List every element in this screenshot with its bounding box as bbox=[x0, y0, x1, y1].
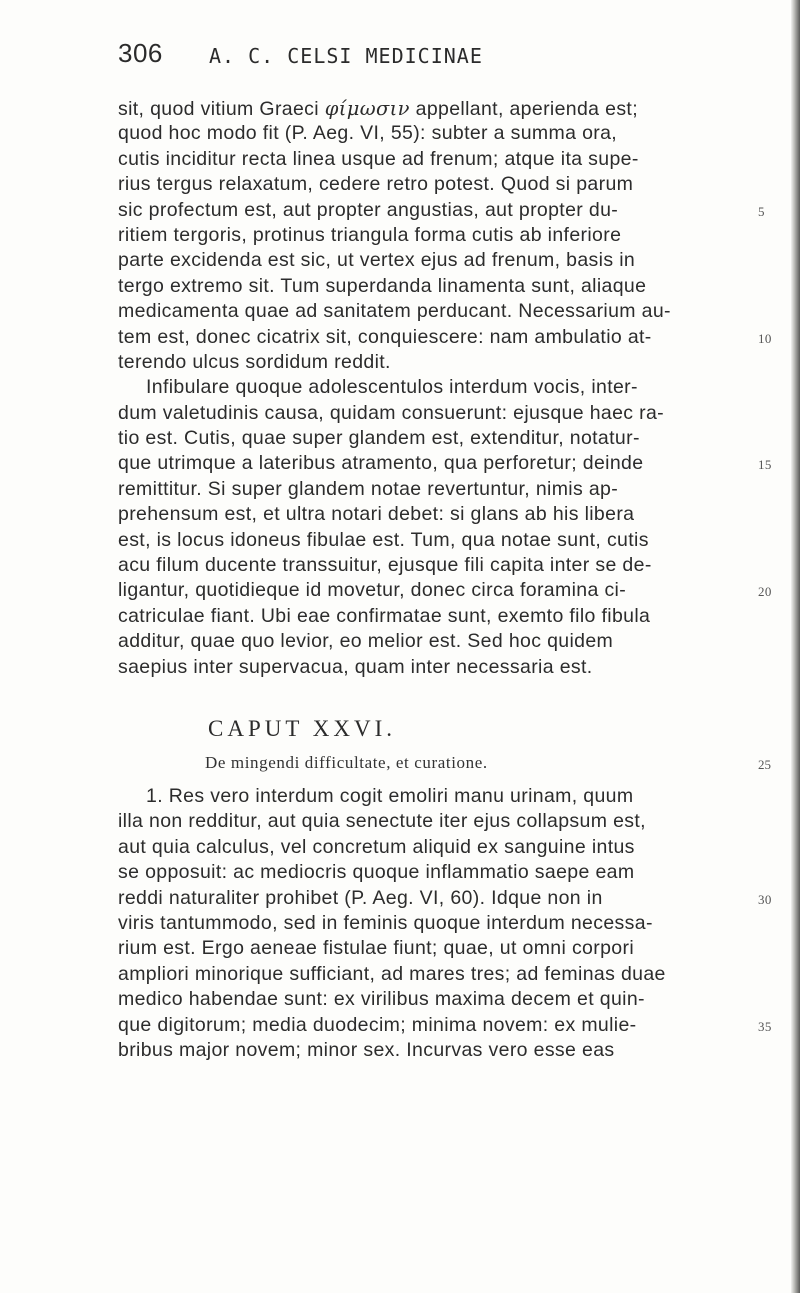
line-number: 30 bbox=[758, 891, 772, 907]
text-line bbox=[118, 987, 768, 1012]
text-line bbox=[118, 248, 768, 273]
greek-word: φίμωσιν bbox=[324, 97, 410, 120]
line-text: ampliori minorique sufficiant, ad mares tres; ad feminas duae bbox=[118, 962, 666, 985]
text-line bbox=[118, 274, 768, 299]
text-line bbox=[118, 121, 768, 146]
line-text: terendo ulcus sordidum reddit. bbox=[118, 350, 391, 373]
line-text: prehensum est, et ultra notari debet: si glans ab his libera bbox=[118, 503, 635, 526]
line-text: tio est. Cutis, quae super glandem est, extenditur, notatur- bbox=[118, 427, 640, 450]
text-line bbox=[118, 553, 768, 578]
line-text: Infibulare quoque adolescentulos interdum vocis, inter- bbox=[146, 376, 638, 399]
page-edge-shadow bbox=[791, 0, 800, 1293]
line-text: tergo extremo sit. Tum superdanda linamenta sunt, aliaque bbox=[118, 274, 647, 297]
chapter-title: CAPUT XXVI. bbox=[208, 716, 396, 741]
text-line bbox=[118, 198, 768, 223]
line-text: aut quia calculus, vel concretum aliquid ex sanguine intus bbox=[118, 835, 635, 858]
text-line bbox=[118, 299, 768, 324]
page-number: 306 bbox=[118, 38, 163, 68]
text-line bbox=[118, 860, 768, 885]
section-two-text bbox=[118, 784, 772, 1063]
line-text: que utrimque a lateribus atramento, qua perforetur; deinde bbox=[118, 452, 644, 475]
line-text: remittitur. Si super glandem notae revertuntur, nimis ap- bbox=[118, 477, 619, 500]
text-line bbox=[118, 96, 768, 121]
text-line bbox=[118, 629, 768, 654]
line-text: catriculae fiant. Ubi eae confirmatae sunt, exemto filo fibula bbox=[118, 604, 651, 627]
text-line bbox=[118, 784, 768, 809]
text-line bbox=[118, 375, 768, 400]
line-text: sic profectum est, aut propter angustias, aut propter du- bbox=[118, 198, 619, 221]
text-line bbox=[118, 401, 768, 426]
text-line bbox=[118, 426, 768, 451]
line-text: tem est, donec cicatrix sit, conquiescere: nam ambulatio at- bbox=[118, 325, 652, 348]
line-text: parte excidenda est sic, ut vertex ejus ad frenum, basis in bbox=[118, 249, 636, 272]
line-text: sit, quod vitium Graeci bbox=[118, 98, 325, 120]
text-line bbox=[118, 604, 768, 629]
line-number: 20 bbox=[758, 584, 772, 600]
text-line bbox=[118, 911, 768, 936]
line-text: bribus major novem; minor sex. Incurvas vero esse eas bbox=[118, 1038, 615, 1061]
text-line bbox=[118, 1013, 772, 1038]
text-line bbox=[118, 502, 768, 527]
text-line bbox=[118, 835, 768, 860]
page-header bbox=[118, 38, 758, 78]
section-one-text bbox=[118, 96, 772, 680]
line-text: appellant, aperienda est; bbox=[409, 98, 638, 120]
line-text: viris tantummodo, sed in feminis quoque interdum necessa- bbox=[118, 911, 653, 934]
line-text: ligantur, quotidieque id movetur, donec circa foramina ci- bbox=[118, 579, 627, 602]
line-number: 15 bbox=[758, 457, 772, 473]
line-text: rium est. Ergo aeneae fistulae fiunt; quae, ut omni corpori bbox=[118, 937, 635, 960]
text-line bbox=[118, 655, 768, 680]
text-line bbox=[118, 172, 768, 197]
text-line bbox=[118, 1038, 768, 1063]
line-text: dum valetudinis causa, quidam consuerunt: ejusque haec ra- bbox=[118, 401, 665, 424]
line-text: medico habendae sunt: ex virilibus maxima decem et quin- bbox=[118, 988, 645, 1011]
text-line bbox=[118, 147, 768, 172]
line-text: reddi naturaliter prohibet (P. Aeg. VI, 60). Idque non in bbox=[118, 886, 603, 909]
chapter-subtitle: De mingendi difficultate, et curatione. bbox=[205, 753, 488, 772]
line-text: saepius inter supervacua, quam inter necessaria est. bbox=[118, 655, 593, 678]
text-line bbox=[118, 936, 768, 961]
line-text: medicamenta quae ad sanitatem perducant. Necessarium au- bbox=[118, 300, 671, 323]
line-text: cutis inciditur recta linea usque ad frenum; atque ita supe- bbox=[118, 147, 639, 170]
line-text: ritiem tergoris, protinus triangula forma cutis ab inferiore bbox=[118, 223, 622, 246]
text-line bbox=[118, 350, 768, 375]
text-line bbox=[118, 223, 768, 248]
line-text: 1. Res vero interdum cogit emoliri manu urinam, quum bbox=[146, 785, 634, 807]
text-line bbox=[118, 886, 772, 911]
line-number: 25 bbox=[758, 757, 771, 772]
line-text: illa non redditur, aut quia senectute iter ejus collapsum est, bbox=[118, 810, 646, 833]
line-number: 35 bbox=[758, 1018, 772, 1034]
line-text: que digitorum; media duodecim; minima novem: ex mulie- bbox=[118, 1013, 637, 1036]
line-text: est, is locus idoneus fibulae est. Tum, qua notae sunt, cutis bbox=[118, 528, 649, 551]
text-line bbox=[118, 578, 772, 603]
running-title: A. C. CELSI MEDICINAE bbox=[209, 44, 483, 68]
text-line bbox=[118, 809, 768, 834]
text-line bbox=[118, 451, 772, 476]
text-line bbox=[118, 477, 768, 502]
text-line bbox=[118, 962, 768, 987]
line-text: additur, quae quo levior, eo melior est. Sed hoc quidem bbox=[118, 630, 614, 653]
line-text: rius tergus relaxatum, cedere retro potest. Quod si parum bbox=[118, 173, 634, 196]
text-line bbox=[118, 528, 768, 553]
line-text: quod hoc modo fit (P. Aeg. VI, 55): subter a summa ora, bbox=[118, 122, 618, 145]
line-number: 5 bbox=[758, 203, 765, 219]
line-number: 10 bbox=[758, 330, 772, 346]
line-text: se opposuit: ac mediocris quoque inflammatio saepe eam bbox=[118, 861, 635, 884]
line-text: acu filum ducente transsuitur, ejusque fili capita inter se de- bbox=[118, 554, 652, 577]
text-line bbox=[118, 325, 772, 350]
